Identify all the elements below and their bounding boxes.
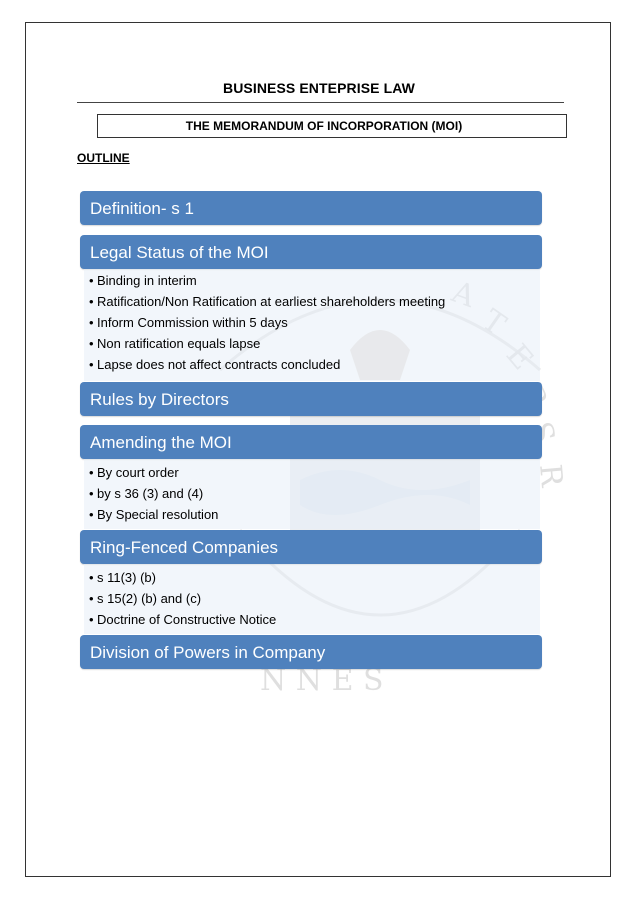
outline-heading-amending-moi: Amending the MOI xyxy=(80,425,542,459)
list-item: • by s 36 (3) and (4) xyxy=(89,486,204,501)
subtitle-box xyxy=(97,114,567,138)
outline-heading-definition: Definition- s 1 xyxy=(80,191,542,225)
list-item: • s 11(3) (b) xyxy=(89,570,156,585)
list-item: • Binding in interim xyxy=(89,273,197,288)
bullet-list-ring-fenced xyxy=(89,567,276,630)
bullet-list-legal-status xyxy=(89,270,445,375)
list-item: • By Special resolution xyxy=(89,507,219,522)
bullet-list-amending-moi xyxy=(89,462,218,525)
outline-heading-ring-fenced: Ring-Fenced Companies xyxy=(80,530,542,564)
list-item: • By court order xyxy=(89,465,179,480)
outline-heading-division-of-powers: Division of Powers in Company xyxy=(80,635,542,669)
list-item: • Non ratification equals lapse xyxy=(89,336,261,351)
svg-text:N N E S: N N E S xyxy=(260,663,384,698)
outline-label: OUTLINE xyxy=(77,151,130,165)
list-item: • s 15(2) (b) and (c) xyxy=(89,591,202,606)
title-rule xyxy=(77,102,564,103)
list-item: • Inform Commission within 5 days xyxy=(89,315,288,330)
list-item: • Lapse does not affect contracts concluded xyxy=(89,357,341,372)
outline-heading-rules-by-directors: Rules by Directors xyxy=(80,382,542,416)
outline-heading-legal-status: Legal Status of the MOI xyxy=(80,235,542,269)
document-subtitle: THE MEMORANDUM OF INCORPORATION (MOI) xyxy=(185,119,463,133)
svg-text:R: R xyxy=(532,462,569,489)
list-item: • Doctrine of Constructive Notice xyxy=(89,612,277,627)
document-title: BUSINESS ENTEPRISE LAW xyxy=(222,80,415,96)
list-item: • Ratification/Non Ratification at earliest shareholders meeting xyxy=(89,294,446,309)
